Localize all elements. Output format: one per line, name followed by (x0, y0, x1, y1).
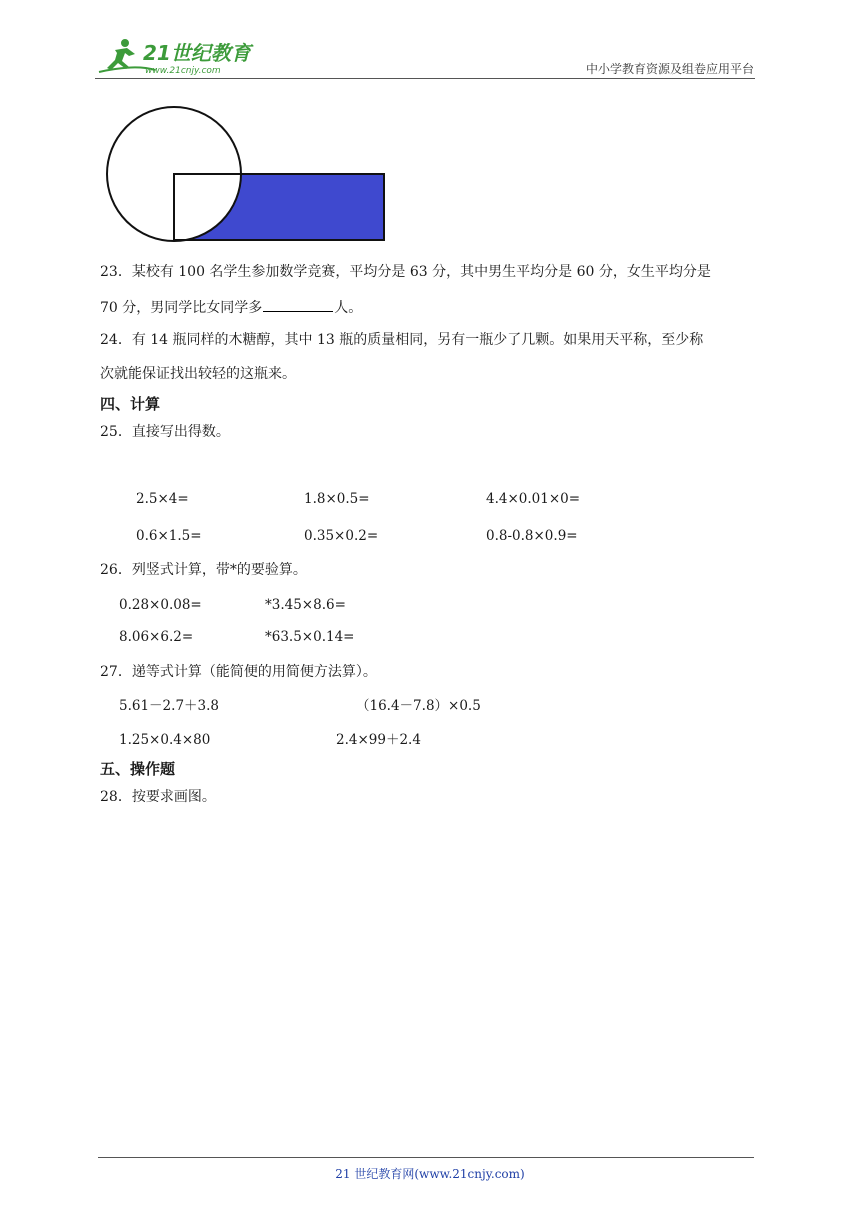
footer-link[interactable]: 21 世纪教育网(www.21cnjy.com) (335, 1167, 525, 1181)
footer-divider (98, 1157, 754, 1158)
q28-stem: 28．按要求画图。 (100, 789, 216, 805)
q27-expr: 1.25×0.4×80 (119, 732, 211, 748)
q26-expr: 0.28×0.08= (119, 597, 202, 613)
q27-expr: （16.4－7.8）×0.5 (356, 698, 481, 714)
q27-stem: 27．递等式计算（能简便的用简便方法算）。 (100, 664, 377, 680)
q24-line1: 24．有 14 瓶同样的木糖醇，其中 13 瓶的质量相同，另有一瓶少了几颗。如果用天平称，至少称 (100, 332, 704, 348)
q25-expr: 0.6×1.5= (136, 528, 202, 544)
q27-expr: 2.4×99＋2.4 (336, 732, 421, 748)
q25-expr: 2.5×4= (136, 491, 189, 507)
logo-runner-icon (95, 34, 265, 80)
q26-expr: *3.45×8.6= (265, 597, 346, 613)
q25-expr: 0.8-0.8×0.9= (486, 528, 578, 544)
q23-text-after: 人。 (334, 300, 363, 316)
logo-text: 21世纪教育 (143, 41, 251, 65)
q25-expr: 1.8×0.5= (304, 491, 370, 507)
logo-url: www.21cnjy.com (145, 66, 221, 76)
header-divider (95, 78, 755, 79)
q23-line2 (100, 297, 362, 318)
answer-blank (263, 297, 333, 312)
q25-expr: 4.4×0.01×0= (486, 491, 581, 507)
site-logo (95, 34, 265, 80)
q26-stem: 26．列竖式计算，带*的要验算。 (100, 562, 307, 578)
q24-line2: 次就能保证找出较轻的这瓶来。 (100, 366, 296, 382)
q26-expr: 8.06×6.2= (119, 629, 194, 645)
q23-text-before: 70 分，男同学比女同学多 (100, 300, 263, 316)
q25-stem: 25．直接写出得数。 (100, 424, 230, 440)
section-heading-operation: 五、操作题 (100, 760, 176, 778)
circle-rectangle-figure (104, 102, 394, 250)
q23-line1: 23．某校有 100 名学生参加数学竞赛，平均分是 63 分，其中男生平均分是 60 分，女生平均分是 (100, 264, 711, 280)
section-heading-calc: 四、计算 (100, 395, 161, 413)
q25-expr: 0.35×0.2= (304, 528, 379, 544)
platform-name: 中小学教育资源及组卷应用平台 (585, 62, 754, 76)
q26-expr: *63.5×0.14= (265, 629, 355, 645)
q27-expr: 5.61－2.7＋3.8 (119, 698, 219, 714)
